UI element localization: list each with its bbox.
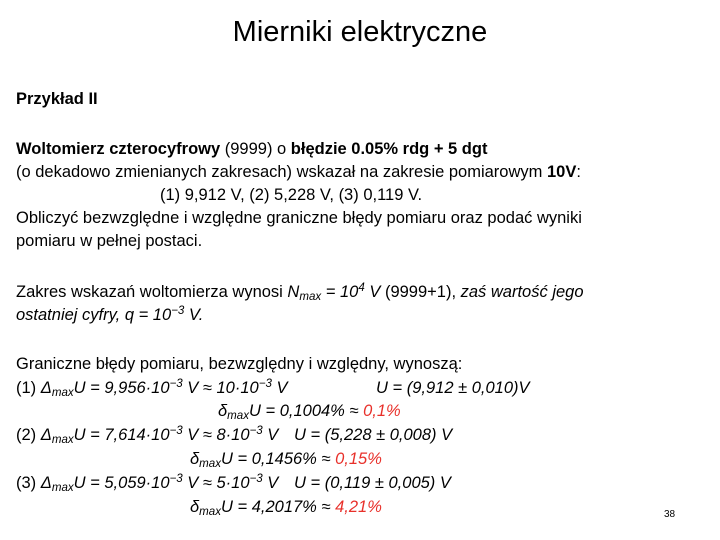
range-paren: (9999+1),	[380, 283, 461, 301]
page-number: 38	[664, 509, 676, 520]
result-2-absolute: (2) $\Delta_{max}U = 7,614\cdot 10^{-3}$ $V \approx 8\cdot 10^{-3}$ V	[16, 425, 279, 446]
slide-title: Mierniki elektryczne	[232, 16, 488, 48]
accuracy-spec: błędzie 0.05% rdg + 5 dgt	[290, 140, 488, 158]
result-2-relative-rounded: 0,15%	[335, 450, 382, 468]
range-desc: (o dekadowo zmienianych zakresach) wskazał na zakresie pomiarowym	[16, 163, 547, 181]
range-text-e: zaś wartość jego	[460, 283, 584, 301]
example-label: Przykład II	[16, 90, 98, 108]
problem-readings: (1) 9,912 V, (2) 5,228 V, (3) 0,119 V.	[160, 186, 423, 204]
delta-symbol: Δ	[40, 426, 52, 444]
range-value: 10V	[546, 163, 577, 181]
result-2-full: U = (5,228 ± 0,008) V	[294, 426, 453, 444]
result-1-absolute: (1) $\Delta_{max}U = 9,956\cdot 10^{-3}$ $V \approx 10\cdot 10^{-3}$ V	[16, 378, 288, 399]
delta-lower-symbol: δ	[218, 402, 228, 420]
result-1-relative: $\delta_{max}U = 0,1004\% \approx 0,1\%$	[218, 402, 401, 422]
delta-lower-symbol: δ	[190, 450, 200, 468]
problem-line-1	[16, 138, 487, 161]
results-intro: Graniczne błędy pomiaru, bezwzględny i względny, wynoszą:	[16, 355, 463, 373]
result-3-relative-rounded: 4,21%	[335, 498, 382, 516]
problem-line-4: Obliczyć bezwzględne i względne graniczne błędy pomiaru oraz podać wyniki	[16, 209, 582, 227]
result-3-absolute: (3) $\Delta_{max}U = 5,059\cdot 10^{-3}$ $V \approx 5\cdot 10^{-3}$ V	[16, 473, 279, 494]
range-line-1	[16, 281, 584, 304]
result-1-full: U = (9,912 ± 0,010)V	[376, 379, 530, 397]
problem-line-2	[16, 161, 581, 184]
delta-lower-symbol: δ	[190, 498, 200, 516]
colon: :	[576, 163, 581, 181]
result-3-full: U = (0,119 ± 0,005) V	[294, 474, 451, 492]
delta-symbol: Δ	[40, 474, 52, 492]
result-1-relative-rounded: 0,1%	[363, 402, 401, 420]
result-2-relative: $\delta_{max}U = 0,1456\% \approx 0,15\%$	[190, 450, 382, 470]
range-text-a: Zakres wskazań woltomierza wynosi	[16, 283, 288, 301]
digit-count: (9999) o	[220, 140, 291, 158]
problem-line-5: pomiaru w pełnej postaci.	[16, 232, 203, 250]
result-3-relative: $\delta_{max}U = 4,2017\% \approx 4,21\%$	[190, 498, 382, 518]
range-line-2: ostatniej cyfry, $q = 10^{-3}$ V.	[16, 305, 204, 324]
voltmeter-type: Woltomierz czterocyfrowy	[16, 140, 221, 158]
delta-symbol: Δ	[40, 379, 52, 397]
range-formula: $N_{max} = 10^4$ V	[287, 282, 381, 303]
